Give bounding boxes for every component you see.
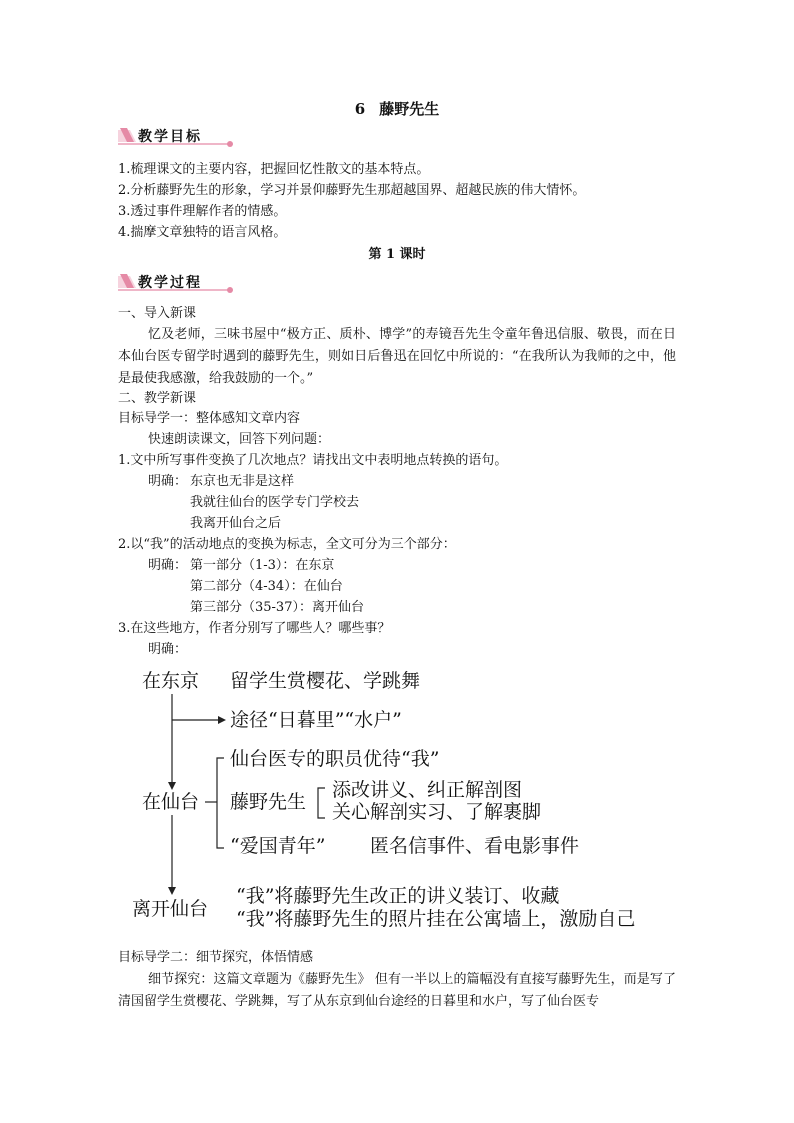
goal2-heading: 目标导学二：细节探究，体悟情感 xyxy=(118,950,314,965)
diagram-leave-event: “我”将藤野先生的照片挂在公寓墙上，激励自己 xyxy=(236,908,636,930)
answer-item: 第一部分（1-3）：在东京 xyxy=(190,558,335,573)
diagram-route: 途径“日暮里”“水户” xyxy=(230,709,402,731)
question-1: 1.文中所写事件变换了几次地点？请找出文中表明地点转换的语句。 xyxy=(118,453,508,468)
detail-paragraph: 细节探究：这篇文章题为《藤野先生》 但有一半以上的篇幅没有直接写藤野先生，而是写了清国留学生赏樱花、学跳舞，写了从东京到仙台途经的日暮里和水户，写了仙台医专 xyxy=(118,972,676,1009)
diagram-staff: 仙台医专的职员优待“我” xyxy=(230,748,440,770)
question-3: 3.在这些地方，作者分别写了哪些人？哪些事？ xyxy=(118,621,391,636)
answer-item: 第二部分（4-34）：在仙台 xyxy=(190,579,343,594)
diagram-tokyo-event: 留学生赏樱花、学跳舞 xyxy=(230,670,421,692)
answer-item: 我就往仙台的医学专门学校去 xyxy=(190,495,360,510)
title-text: 藤野先生 xyxy=(379,100,440,118)
answer-label: 明确： xyxy=(148,642,188,657)
diagram-patriot: “爱国青年” xyxy=(230,835,326,857)
answer-item: 第三部分（35-37）：离开仙台 xyxy=(190,600,364,615)
instruction: 快速朗读课文，回答下列问题： xyxy=(148,432,331,447)
diagram-patriot-events: 匿名信事件、看电影事件 xyxy=(370,835,580,857)
question-2: 2.以“我”的活动地点的变换为标志，全文可分为三个部分： xyxy=(118,537,456,552)
answer-label: 明确： xyxy=(148,474,188,489)
process-banner-label: 教学过程 xyxy=(138,275,202,291)
answer-label: 明确： xyxy=(148,558,188,573)
answer-item: 我离开仙台之后 xyxy=(190,516,282,531)
diagram-leave-event: “我”将藤野先生改正的讲义装订、收藏 xyxy=(236,885,560,907)
lesson-label: 第 1 课时 xyxy=(368,247,426,262)
answer-item: 东京也无非是这样 xyxy=(190,474,295,489)
goals-banner-label: 教学目标 xyxy=(138,129,202,145)
goal-item: 1.梳理课文的主要内容，把握回忆性散文的基本特点。 xyxy=(118,162,430,177)
diagram-tokyo: 在东京 xyxy=(142,670,200,692)
diagram-fujino-event: 关心解剖实习、了解裹脚 xyxy=(332,801,542,823)
diagram-sendai: 在仙台 xyxy=(142,791,200,813)
new-lesson-heading: 二、教学新课 xyxy=(118,391,197,406)
goal-item: 3.透过事件理解作者的情感。 xyxy=(118,204,287,219)
goal-item: 4.揣摩文章独特的语言风格。 xyxy=(118,225,287,240)
diagram-leave: 离开仙台 xyxy=(132,898,209,920)
lesson-number: 6 xyxy=(354,100,366,118)
intro-heading: 一、导入新课 xyxy=(118,306,197,321)
diagram-fujino-event: 添改讲义、纠正解剖图 xyxy=(332,779,523,801)
diagram-fujino: 藤野先生 xyxy=(230,791,307,813)
goal1-heading: 目标导学一：整体感知文章内容 xyxy=(118,411,301,426)
goal-item: 2.分析藤野先生的形象，学习并景仰藤野先生那超越国界、超越民族的伟大情怀。 xyxy=(118,183,586,198)
intro-paragraph: 忆及老师，三味书屋中“极方正、质朴、博学”的寿镜吾先生令童年鲁迅信服、敬畏，而在日本仙台医专留学时遇到的藤野先生，则如日后鲁迅在回忆中所说的：“在我所认为我师的之中，他是最使我感激，给我鼓励的一个。” xyxy=(118,327,676,386)
